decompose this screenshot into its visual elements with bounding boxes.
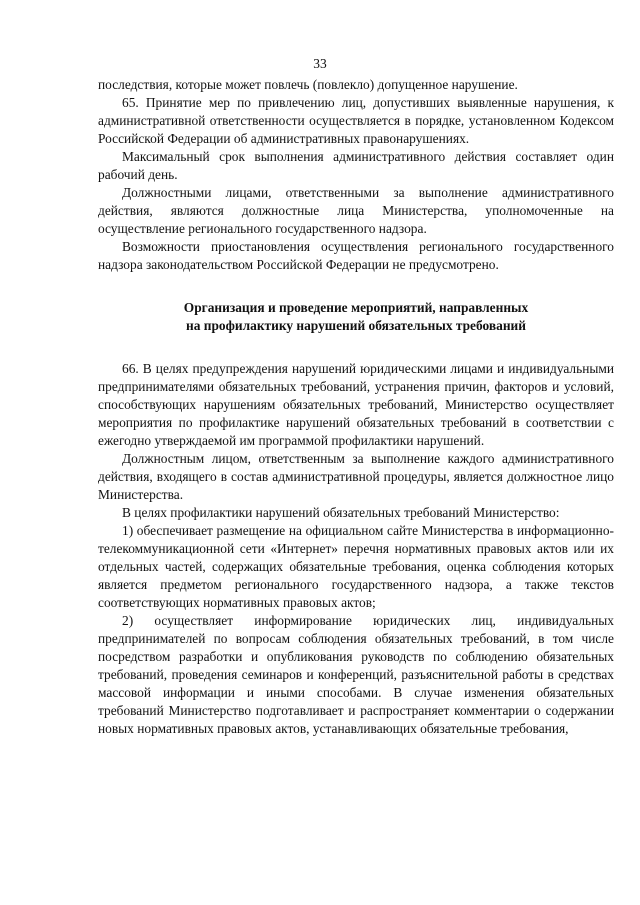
section-heading (98, 299, 614, 335)
list-item-1: 1) обеспечивает размещение на официальном сайте Министерства в информационно-телекоммуникационной сети «Интернет» перечня нормативных правовых актов или их отдельных частей, содержащих обязательные требования, оценка соблюдения которых является предметом регионального государственного надзора, а также текстов соответствующих нормативных правовых актов; (98, 523, 614, 610)
paragraph-continuation: последствия, которые может повлечь (повлекло) допущенное нарушение. (98, 77, 518, 92)
paragraph-prevention-intro: В целях профилактики нарушений обязательных требований Министерство: (122, 505, 560, 520)
paragraph-66: 66. В целях предупреждения нарушений юридическими лицами и индивидуальными предпринимателями обязательных требований, устранения причин, факторов и условий, способствующих нарушениям обязательных требований, Министерство осуществляет мероприятия по профилактике нарушений обязательных требований в соответствии с ежегодно утверждаемой им программой профилактики нарушений. (98, 361, 614, 448)
paragraph-responsible-official: Должностным лицом, ответственным за выполнение каждого административного действия, входящего в состав административной процедуры, является должностное лицо Министерства. (98, 451, 614, 502)
page-number: 33 (313, 56, 327, 71)
paragraph-responsible-officials: Должностными лицами, ответственными за выполнение административного действия, являются должностные лица Министерства, уполномоченные на осуществление регионального государственного надзора. (98, 185, 614, 236)
section-heading-line-1: Организация и проведение мероприятий, направленных (183, 300, 529, 315)
paragraph-max-term: Максимальный срок выполнения административного действия составляет один рабочий день. (98, 149, 614, 182)
list-item-2: 2) осуществляет информирование юридических лиц, индивидуальных предпринимателей по вопросам соблюдения обязательных требований, в том числе посредством разработки и опубликования руководств по соблюдению обязательных требований, проведения семинаров и конференций, разъяснительной работы в средствах массовой информации и иными способами. В случае изменения обязательных требований Министерство подготавливает и распространяет комментарии о содержании новых нормативных правовых актов, устанавливающих обязательные требования, (98, 613, 614, 736)
page-content (98, 76, 614, 738)
paragraph-65: 65. Принятие мер по привлечению лиц, допустивших выявленные нарушения, к административной ответственности осуществляется в порядке, установленном Кодексом Российской Федерации об административных правонарушениях. (98, 95, 614, 146)
paragraph-suspension: Возможности приостановления осуществления регионального государственного надзора законодательством Российской Федерации не предусмотрено. (98, 239, 614, 272)
section-heading-line-2: на профилактику нарушений обязательных требований (186, 318, 526, 333)
